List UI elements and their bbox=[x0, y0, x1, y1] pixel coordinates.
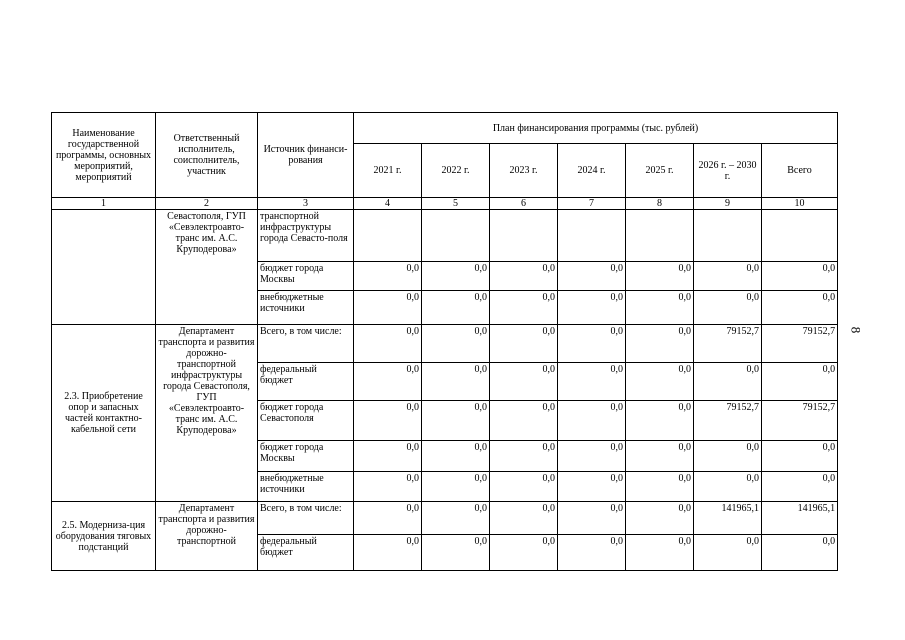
value-cell: 0,0 bbox=[490, 291, 558, 325]
column-number: 2 bbox=[156, 198, 258, 210]
value-cell: 79152,7 bbox=[694, 401, 762, 441]
value-cell: 0,0 bbox=[422, 535, 490, 571]
column-number: 5 bbox=[422, 198, 490, 210]
value-cell: 141965,1 bbox=[694, 502, 762, 535]
value-cell: 0,0 bbox=[354, 262, 422, 291]
measure-name: 2.5. Модерниза-ция оборудования тяговых подстанций bbox=[52, 502, 156, 571]
value-cell: 0,0 bbox=[558, 325, 626, 363]
page-number: 8 bbox=[848, 326, 864, 334]
value-cell: 0,0 bbox=[490, 363, 558, 401]
executor-cell: Севастополя, ГУП «Севэлектроавто-транс им. А.С. Круподерова» bbox=[156, 210, 258, 325]
value-cell: 0,0 bbox=[626, 262, 694, 291]
value-cell: 0,0 bbox=[626, 291, 694, 325]
source-cell: федеральный бюджет bbox=[258, 363, 354, 401]
value-cell: 0,0 bbox=[422, 472, 490, 502]
value-cell: 0,0 bbox=[422, 363, 490, 401]
column-number: 8 bbox=[626, 198, 694, 210]
value-cell: 0,0 bbox=[626, 363, 694, 401]
value-cell: 0,0 bbox=[694, 363, 762, 401]
value-cell: 79152,7 bbox=[694, 325, 762, 363]
header-name: Наименование государственной программы, основных мероприятий, мероприятий bbox=[52, 113, 156, 198]
table-row bbox=[52, 502, 838, 535]
header-year: 2026 г. – 2030 г. bbox=[694, 144, 762, 198]
table-row bbox=[52, 325, 838, 363]
value-cell: 0,0 bbox=[626, 325, 694, 363]
header-year: 2021 г. bbox=[354, 144, 422, 198]
source-cell: Всего, в том числе: bbox=[258, 502, 354, 535]
value-cell: 0,0 bbox=[558, 291, 626, 325]
header-year: 2022 г. bbox=[422, 144, 490, 198]
value-cell: 0,0 bbox=[626, 401, 694, 441]
column-number: 6 bbox=[490, 198, 558, 210]
value-cell: 0,0 bbox=[354, 535, 422, 571]
value-cell: 0,0 bbox=[490, 441, 558, 472]
financing-table bbox=[51, 112, 838, 571]
measure-name bbox=[52, 210, 156, 325]
value-cell: 0,0 bbox=[422, 401, 490, 441]
value-cell: 0,0 bbox=[354, 502, 422, 535]
value-cell: 0,0 bbox=[694, 291, 762, 325]
column-number: 9 bbox=[694, 198, 762, 210]
source-cell: бюджет города Москвы bbox=[258, 262, 354, 291]
value-cell: 0,0 bbox=[422, 502, 490, 535]
header-year: 2024 г. bbox=[558, 144, 626, 198]
value-cell: 0,0 bbox=[490, 325, 558, 363]
source-cell: внебюджетные источники bbox=[258, 472, 354, 502]
value-cell bbox=[490, 210, 558, 262]
value-cell: 0,0 bbox=[626, 535, 694, 571]
value-cell: 0,0 bbox=[762, 363, 838, 401]
source-cell: внебюджетные источники bbox=[258, 291, 354, 325]
value-cell: 0,0 bbox=[558, 401, 626, 441]
value-cell: 0,0 bbox=[626, 441, 694, 472]
header-year: 2025 г. bbox=[626, 144, 694, 198]
value-cell: 0,0 bbox=[694, 262, 762, 291]
source-cell: бюджет города Севастополя bbox=[258, 401, 354, 441]
header-plan: План финансирования программы (тыс. рублей) bbox=[354, 113, 838, 144]
value-cell: 0,0 bbox=[490, 502, 558, 535]
value-cell bbox=[422, 210, 490, 262]
value-cell: 0,0 bbox=[694, 441, 762, 472]
table-row bbox=[52, 210, 838, 262]
value-cell bbox=[762, 210, 838, 262]
value-cell: 0,0 bbox=[762, 472, 838, 502]
value-cell: 0,0 bbox=[694, 535, 762, 571]
column-number: 3 bbox=[258, 198, 354, 210]
header-source: Источник финанси-рования bbox=[258, 113, 354, 198]
value-cell: 0,0 bbox=[490, 472, 558, 502]
value-cell: 0,0 bbox=[354, 472, 422, 502]
value-cell: 0,0 bbox=[354, 325, 422, 363]
value-cell bbox=[354, 210, 422, 262]
header-total: Всего bbox=[762, 144, 838, 198]
value-cell bbox=[626, 210, 694, 262]
value-cell: 0,0 bbox=[490, 262, 558, 291]
header-executor: Ответственный исполнитель, соисполнитель, участник bbox=[156, 113, 258, 198]
value-cell: 0,0 bbox=[558, 262, 626, 291]
value-cell: 0,0 bbox=[626, 472, 694, 502]
value-cell: 0,0 bbox=[762, 262, 838, 291]
header-year: 2023 г. bbox=[490, 144, 558, 198]
value-cell: 79152,7 bbox=[762, 401, 838, 441]
source-cell: федеральный бюджет bbox=[258, 535, 354, 571]
value-cell: 79152,7 bbox=[762, 325, 838, 363]
column-number: 7 bbox=[558, 198, 626, 210]
value-cell: 0,0 bbox=[490, 401, 558, 441]
source-cell: Всего, в том числе: bbox=[258, 325, 354, 363]
executor-cell: Департамент транспорта и развития дорожно-транспортной инфраструктуры города Севастополя, ГУП «Севэлектроавто-транс им. А.С. Круподерова» bbox=[156, 325, 258, 502]
value-cell: 0,0 bbox=[762, 535, 838, 571]
value-cell: 141965,1 bbox=[762, 502, 838, 535]
value-cell: 0,0 bbox=[558, 363, 626, 401]
value-cell: 0,0 bbox=[558, 535, 626, 571]
value-cell: 0,0 bbox=[422, 325, 490, 363]
column-number: 4 bbox=[354, 198, 422, 210]
measure-name: 2.3. Приобретение опор и запасных частей контактно-кабельной сети bbox=[52, 325, 156, 502]
value-cell bbox=[558, 210, 626, 262]
executor-cell: Департамент транспорта и развития дорожно-транспортной bbox=[156, 502, 258, 571]
value-cell: 0,0 bbox=[354, 363, 422, 401]
column-numbers-row bbox=[52, 198, 838, 210]
value-cell: 0,0 bbox=[422, 441, 490, 472]
value-cell: 0,0 bbox=[694, 472, 762, 502]
value-cell: 0,0 bbox=[422, 291, 490, 325]
value-cell bbox=[694, 210, 762, 262]
value-cell: 0,0 bbox=[762, 291, 838, 325]
value-cell: 0,0 bbox=[762, 441, 838, 472]
value-cell: 0,0 bbox=[354, 401, 422, 441]
value-cell: 0,0 bbox=[354, 291, 422, 325]
value-cell: 0,0 bbox=[558, 502, 626, 535]
column-number: 10 bbox=[762, 198, 838, 210]
column-number: 1 bbox=[52, 198, 156, 210]
source-cell: бюджет города Москвы bbox=[258, 441, 354, 472]
value-cell: 0,0 bbox=[626, 502, 694, 535]
value-cell: 0,0 bbox=[490, 535, 558, 571]
value-cell: 0,0 bbox=[422, 262, 490, 291]
source-cell: транспортной инфраструктуры города Севасто-поля bbox=[258, 210, 354, 262]
value-cell: 0,0 bbox=[354, 441, 422, 472]
value-cell: 0,0 bbox=[558, 472, 626, 502]
value-cell: 0,0 bbox=[558, 441, 626, 472]
